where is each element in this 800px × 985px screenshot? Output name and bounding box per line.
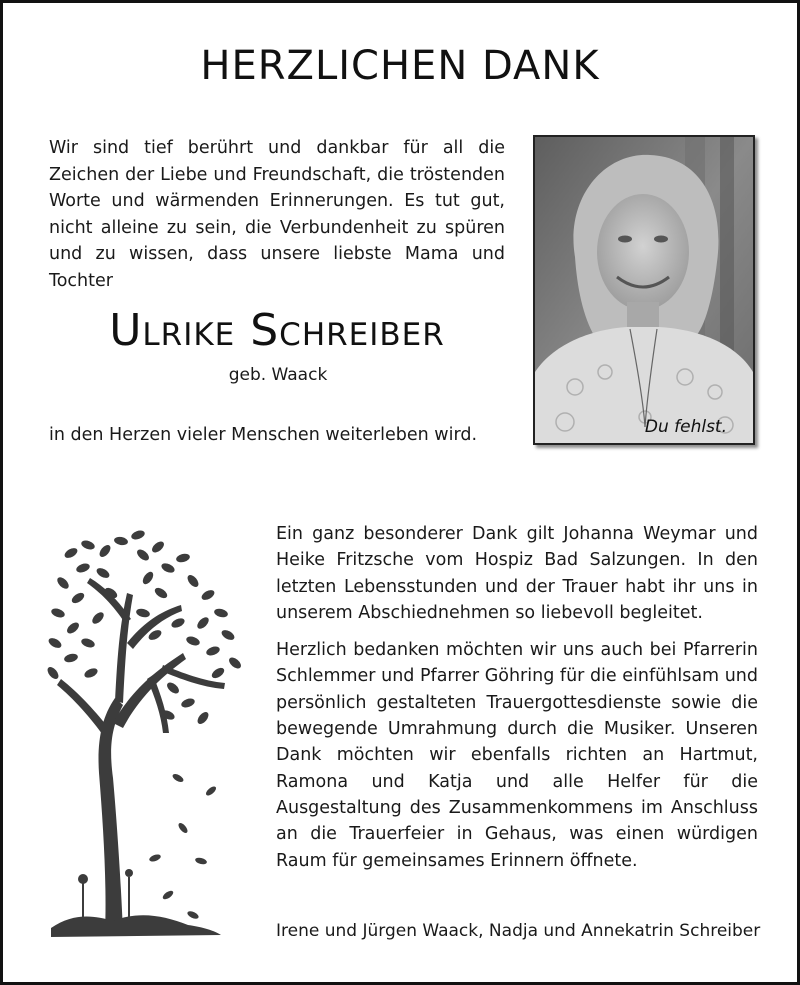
live-on-text: in den Herzen vieler Menschen weiterleben wird. — [49, 425, 478, 445]
notice-title: HERZLICHEN DANK — [200, 43, 600, 89]
photo-caption: Du fehlst. — [644, 417, 727, 437]
tree-with-falling-leaves-icon — [43, 523, 253, 943]
thanks-text — [276, 521, 758, 885]
intro-paragraph: Wir sind tief berührt und dankbar für all die Zeichen der Liebe und Freundschaft, die tröstenden Worte und wärmenden Erinnerungen. Es tut gut, nicht alleine zu sein, die Verbundenheit zu spüren und zu wissen, dass unsere liebste Mama und Tochter — [49, 138, 505, 291]
portrait-illustration — [535, 137, 753, 443]
thanks-paragraph-service: Herzlich bedanken möchten wir uns auch bei Pfarrerin Schlemmer und Pfarrer Göhring für die einfühlsam und persönlich gestalteten Trauergottesdienste sowie die bewegende Umrahmung durch die Musiker. Unseren Dank möchten wir ebenfalls richten an Hartmut, Ramona und Katja und alle Helfer für die Ausgestaltung des Zusammenkommens im Anschluss an die Trauerfeier in Gehaus, was einen würdigen Raum für gemeinsames Erinnern öffnete. — [276, 640, 758, 871]
intro-text — [49, 135, 505, 294]
portrait-photo — [533, 135, 755, 445]
family-signature: Irene und Jürgen Waack, Nadja und Annekatrin Schreiber — [276, 921, 761, 941]
thanks-paragraph-hospice: Ein ganz besonderer Dank gilt Johanna Weymar und Heike Fritzsche vom Hospiz Bad Salzungen. In den letzten Lebensstunden und der Trauer habt ihr uns in unserem Abschiednehmen so liebevoll begleitet. — [276, 524, 758, 623]
deceased-name: Ulrike Schreiber — [109, 305, 445, 356]
maiden-name: geb. Waack — [228, 365, 328, 385]
